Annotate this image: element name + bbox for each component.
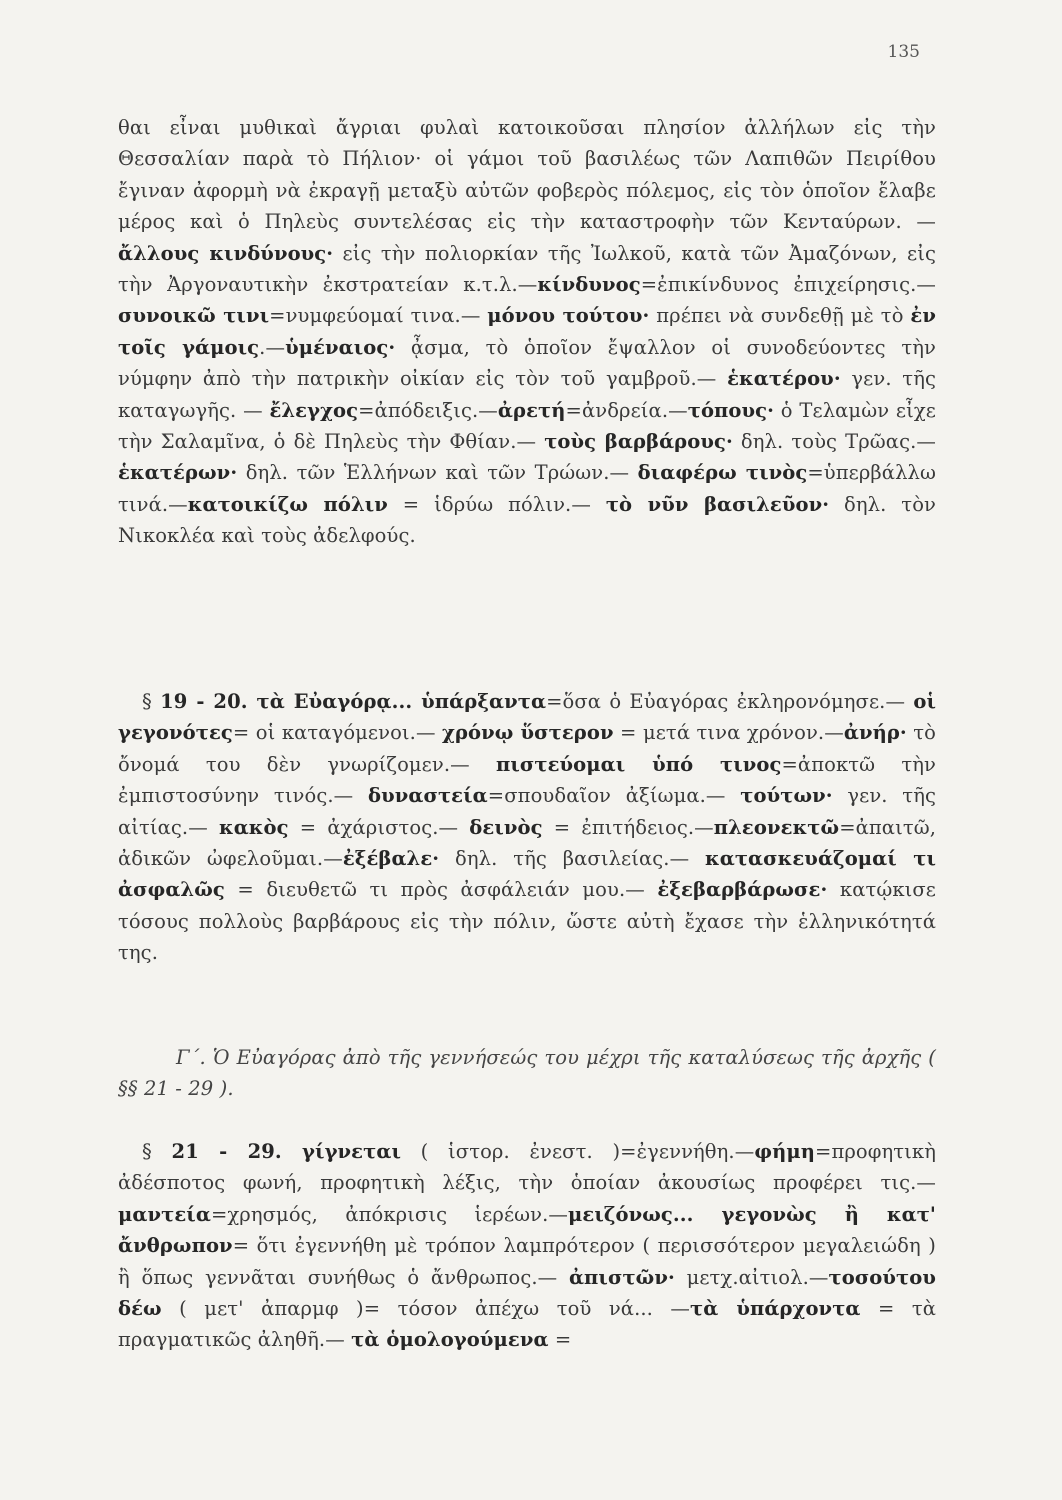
gloss-text: μετχ.αἰτιολ.— [674, 1265, 829, 1289]
lemma-term: τόπους· [687, 398, 775, 422]
gloss-text: δηλ. τῶν Ἑλλήνων καὶ τῶν Τρώων.— [237, 461, 638, 485]
gloss-text: = ἐπιτήδειος.— [542, 815, 714, 839]
gloss-text: =προφητικὴ ἀδέσποτος φωνή, προφητικὴ λέξις, τὴν ὁποίαν ἀκουσίως προφέρει τις.— [118, 1140, 936, 1195]
gloss-text: τὸ ὄνομά του δὲν γνωρίζομεν.— [118, 721, 937, 776]
gloss-text: =ὑπερβάλλω τινά.— [118, 461, 936, 516]
lemma-term: κακὸς [218, 815, 289, 839]
gloss-text: =ἀπόδειξις.— [358, 398, 498, 422]
lemma-term: συνοικῶ τινι [118, 304, 270, 328]
lemma-term: φήμη [754, 1140, 815, 1163]
lemma-term: 19 - 20. τὰ Εὐαγόρᾳ... ὑπάρξαντα [160, 690, 547, 713]
gloss-text: = [548, 1328, 572, 1352]
lemma-term: κατασκευάζομαί τι ἀσφαλῶς [118, 847, 937, 902]
lemma-term: ἀπιστῶν· [568, 1265, 675, 1289]
lemma-term: ἀρετή [497, 398, 566, 422]
lemma-term: πλεονεκτῶ [713, 815, 840, 839]
gloss-text: γεν. τῆς αἰτίας.— [118, 784, 937, 839]
section-heading-text: Γ΄. Ὁ Εὐαγόρας ἀπὸ τῆς γεννήσεώς του μέχρι τῆς καταλύσεως τῆς ἀρχῆς ( §§ 21 - 29 ). [118, 1046, 936, 1101]
gloss-text: δηλ. τὸν Νικοκλέα καὶ τοὺς ἀδελφούς. [118, 492, 936, 548]
gloss-text: =σπουδαῖον ἀξίωμα.— [487, 784, 741, 808]
gloss-text: = ἱδρύω πόλιν.— [387, 492, 606, 516]
gloss-text: γεν. τῆς καταγωγῆς. — [118, 367, 937, 422]
paragraph-text [118, 1136, 936, 1356]
lemma-term: οἱ γεγονότες [118, 690, 937, 745]
lemma-term: ἀνήρ· [843, 721, 907, 745]
commentary-paragraph-3 [118, 1136, 936, 1356]
gloss-text: =ἐπικίνδυνος ἐπιχείρησις.— [640, 273, 936, 297]
lemma-term: τὸ νῦν βασιλεῦον· [605, 492, 830, 516]
lemma-term: ἄλλους κινδύνους· [118, 241, 334, 265]
paragraph-text [118, 112, 936, 552]
lemma-term: χρόνῳ ὕστερον [442, 721, 614, 745]
page-number: 135 [887, 42, 920, 62]
gloss-text: εἰς τὴν πολιορκίαν τῆς Ἰωλκοῦ, κατὰ τῶν Ἀμαζόνων, εἰς τὴν Ἀργοναυτικὴν ἐκστρατείαν κ.τ.λ.— [118, 241, 936, 297]
lemma-term: 21 - 29. γίγνεται [171, 1140, 401, 1163]
lemma-term: μαντεία [118, 1202, 211, 1226]
gloss-text: =ἀποκτῶ τὴν ἐμπιστοσύνην τινός.— [118, 752, 936, 808]
gloss-text: ὁ Τελαμὼν εἶχε τὴν Σαλαμῖνα, ὁ δὲ Πηλεὺς τὴν Φθίαν.— [118, 398, 936, 454]
gloss-text: = οἱ καταγόμενοι.— [232, 721, 443, 745]
gloss-text: § [142, 1140, 172, 1163]
gloss-text: ( μετ' ἀπαρμφ )= τόσον ἀπέχω τοῦ νά... — [161, 1297, 690, 1321]
lemma-term: ἔλεγχος [269, 398, 359, 422]
lemma-term: ὑμέναιος· [285, 335, 396, 359]
gloss-text: = ἀχάριστος.— [288, 815, 470, 839]
gloss-text: = μετά τινα χρόνον.— [613, 721, 844, 745]
section-heading [118, 1042, 936, 1105]
gloss-text: .— [259, 335, 286, 359]
lemma-term: ἐν τοῖς γάμοις [118, 304, 936, 359]
lemma-term: κατοικίζω πόλιν [187, 492, 388, 516]
gloss-text: δηλ. τοὺς Τρῶας.— [732, 430, 936, 454]
gloss-text: ( ἱστορ. ἐνεστ. )=ἐγεννήθη.— [401, 1140, 755, 1163]
lemma-term: δυναστεία [368, 784, 488, 808]
lemma-term: ἑκατέρων· [118, 461, 238, 485]
commentary-paragraph-2 [118, 686, 936, 969]
gloss-text: =ὅσα ὁ Εὐαγόρας ἐκληρονόμησε.— [546, 690, 914, 713]
gloss-text: πρέπει νὰ συνδεθῇ μὲ τὸ [649, 304, 911, 328]
lemma-term: κίνδυνος [537, 273, 641, 297]
lemma-term: ἐξεβαρβάρωσε· [657, 878, 828, 902]
gloss-text: ᾆσμα, τὸ ὁποῖον ἔψαλλον οἱ συνοδεύοντες τὴν νύμφην ἀπὸ τὴν πατρικὴν οἰκίαν εἰς τὸν τοῦ γαμβροῦ.— [118, 335, 936, 391]
lemma-term: τοσούτου δέω [118, 1265, 936, 1321]
lemma-term: τοὺς βαρβάρους· [544, 430, 733, 454]
lemma-term: τὰ ὁμολογούμενα [351, 1328, 549, 1352]
lemma-term: ἐξέβαλε· [342, 847, 440, 871]
lemma-term: τούτων· [740, 784, 833, 808]
gloss-text: = ὅτι ἐγεννήθη μὲ τρόπον λαμπρότερον ( περισσότερον μεγαλειώδη ) ἢ ὅπως γεννᾶται συνήθως ὁ ἄνθρωπος.— [118, 1234, 936, 1289]
gloss-text: =ἀνδρεία.— [565, 398, 688, 422]
gloss-text: = τὰ πραγματικῶς ἀληθῆ.— [118, 1297, 936, 1352]
commentary-paragraph-1 [118, 112, 936, 552]
lemma-term: πιστεύομαι ὑπό τινος [495, 752, 782, 776]
gloss-text: κατῴκισε τόσους πολλοὺς βαρβάρους εἰς τὴν πόλιν, ὥστε αὐτὴ ἔχασε τὴν ἑλληνικότητά της. [118, 878, 937, 965]
lemma-term: μειζόνως... γεγονὼς ἢ κατ' ἄνθρωπον [118, 1202, 936, 1258]
gloss-text: =ἀπαιτῶ, ἀδικῶν ὠφελοῦμαι.— [118, 815, 937, 871]
lemma-term: τὰ ὑπάρχοντα [690, 1297, 861, 1321]
gloss-text: = διευθετῶ τι πρὸς ἀσφάλειάν μου.— [224, 878, 658, 902]
gloss-text: =χρησμός, ἀπόκρισις ἱερέων.— [210, 1202, 569, 1226]
lemma-term: διαφέρω τινὸς [637, 461, 808, 485]
gloss-text: δηλ. τῆς βασιλείας.— [439, 847, 706, 871]
gloss-text: θαι εἶναι μυθικαὶ ἄγριαι φυλαὶ κατοικοῦσαι πλησίον ἀλλήλων εἰς τὴν Θεσσαλίαν παρὰ τὸ Πήλιον· οἱ γάμοι τοῦ βασιλέως τῶν Λαπιθῶν Πειρίθου ἔγιναν ἀφορμὴ νὰ ἐκραγῇ μεταξὺ αὐτῶν φοβερὸς πόλεμος, εἰς τὸν ὁποῖον ἔλαβε μέρος καὶ ὁ Πηλεὺς συντελέσας εἰς τὴν καταστροφὴν τῶν Κενταύρων. — [118, 116, 936, 234]
paragraph-text [118, 686, 936, 969]
gloss-text: =νυμφεύομαί τινα.— [269, 304, 488, 328]
gloss-text: § [142, 690, 161, 713]
lemma-term: ἑκατέρου· [727, 367, 841, 391]
lemma-term: μόνου τούτου· [487, 304, 650, 328]
lemma-term: δεινὸς [469, 815, 543, 839]
